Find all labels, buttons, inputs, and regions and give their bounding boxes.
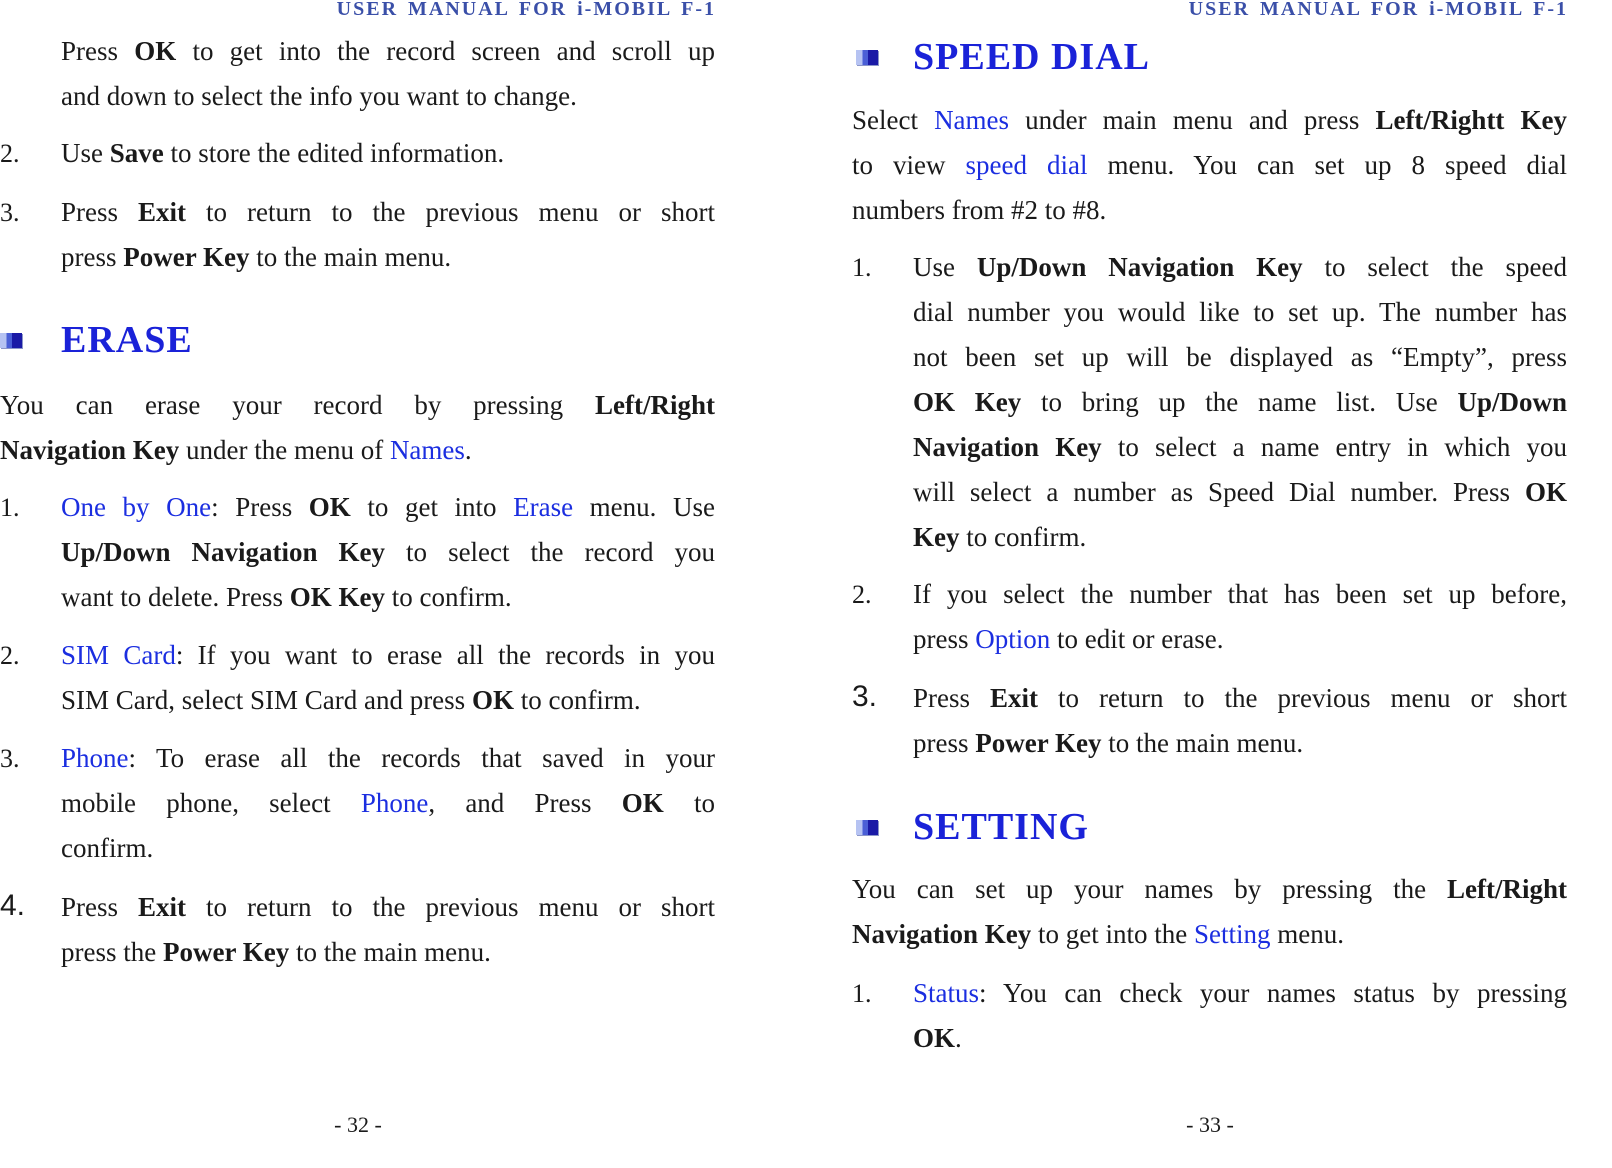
page-33 bbox=[852, 0, 1568, 1168]
section-bullet-icon bbox=[0, 333, 22, 348]
list-number: 3. bbox=[852, 680, 878, 713]
list-item: Use Save to store the edited information. bbox=[61, 138, 505, 168]
text-line: Press OK to get into the record screen and scroll up bbox=[61, 36, 715, 66]
section-title-setting: SETTING bbox=[913, 806, 1089, 848]
list-item: Status: You can check your names status by pressing OK. bbox=[913, 978, 1567, 1053]
list-item: Press Exit to return to the previous menu or short press the Power Key to the main menu. bbox=[61, 892, 715, 967]
setting-intro-paragraph: You can set up your names by pressing the Left/Right Navigation Key to get into the Setting menu. bbox=[852, 874, 1567, 949]
list-item: One by One: Press OK to get into Erase menu. Use Up/Down Navigation Key to select the record you want to delete. Press OK Key to confirm. bbox=[61, 492, 715, 612]
list-item: If you select the number that has been set up before, press Option to edit or erase. bbox=[913, 579, 1567, 654]
section-title-speed-dial: SPEED DIAL bbox=[913, 36, 1150, 78]
list-item: Use Up/Down Navigation Key to select the speed dial number you would like to set up. The number has not been set up will be displayed as “Empty”, press OK Key to bring up the name list. Use Up/Down Navigation Key to select a name entry in which you will select a number as Speed Dial number. Press OK Key to confirm. bbox=[913, 252, 1567, 552]
page-number: - 32 - bbox=[334, 1112, 382, 1137]
section-bullet-icon bbox=[856, 50, 878, 65]
list-item: Press Exit to return to the previous menu or short press Power Key to the main menu. bbox=[61, 197, 715, 272]
list-number: 3. bbox=[0, 744, 20, 773]
list-number: 1. bbox=[0, 493, 20, 522]
list-number: 1. bbox=[852, 979, 872, 1008]
list-number: 1. bbox=[852, 253, 872, 282]
page-32 bbox=[0, 0, 716, 1168]
intro-paragraph bbox=[61, 29, 715, 119]
list-number: 3. bbox=[0, 198, 20, 227]
section-bullet-icon bbox=[856, 820, 878, 835]
list-number: 4. bbox=[0, 889, 26, 922]
running-header: USER MANUAL FOR i-MOBIL F-1 bbox=[1188, 0, 1568, 20]
erase-intro-paragraph: You can erase your record by pressing Left/Right Navigation Key under the menu of Names. bbox=[0, 390, 715, 465]
list-number: 2. bbox=[0, 641, 20, 670]
running-header: USER MANUAL FOR i-MOBIL F-1 bbox=[336, 0, 716, 20]
list-number: 2. bbox=[0, 139, 20, 168]
speed-dial-intro-paragraph: Select Names under main menu and press Left/Rightt Key to view speed dial menu. You can set up 8 speed dial numbers from #2 to #8. bbox=[852, 105, 1567, 225]
text-line: and down to select the info you want to change. bbox=[61, 81, 577, 111]
list-item: SIM Card: If you want to erase all the records in you SIM Card, select SIM Card and press OK to confirm. bbox=[61, 640, 716, 715]
list-item: Press Exit to return to the previous menu or short press Power Key to the main menu. bbox=[913, 683, 1567, 758]
list-number: 2. bbox=[852, 580, 872, 609]
list-item: Phone: To erase all the records that saved in your mobile phone, select Phone, and Press OK to confirm. bbox=[61, 743, 715, 863]
section-title-erase: ERASE bbox=[61, 319, 193, 361]
page-number: - 33 - bbox=[1186, 1112, 1234, 1137]
